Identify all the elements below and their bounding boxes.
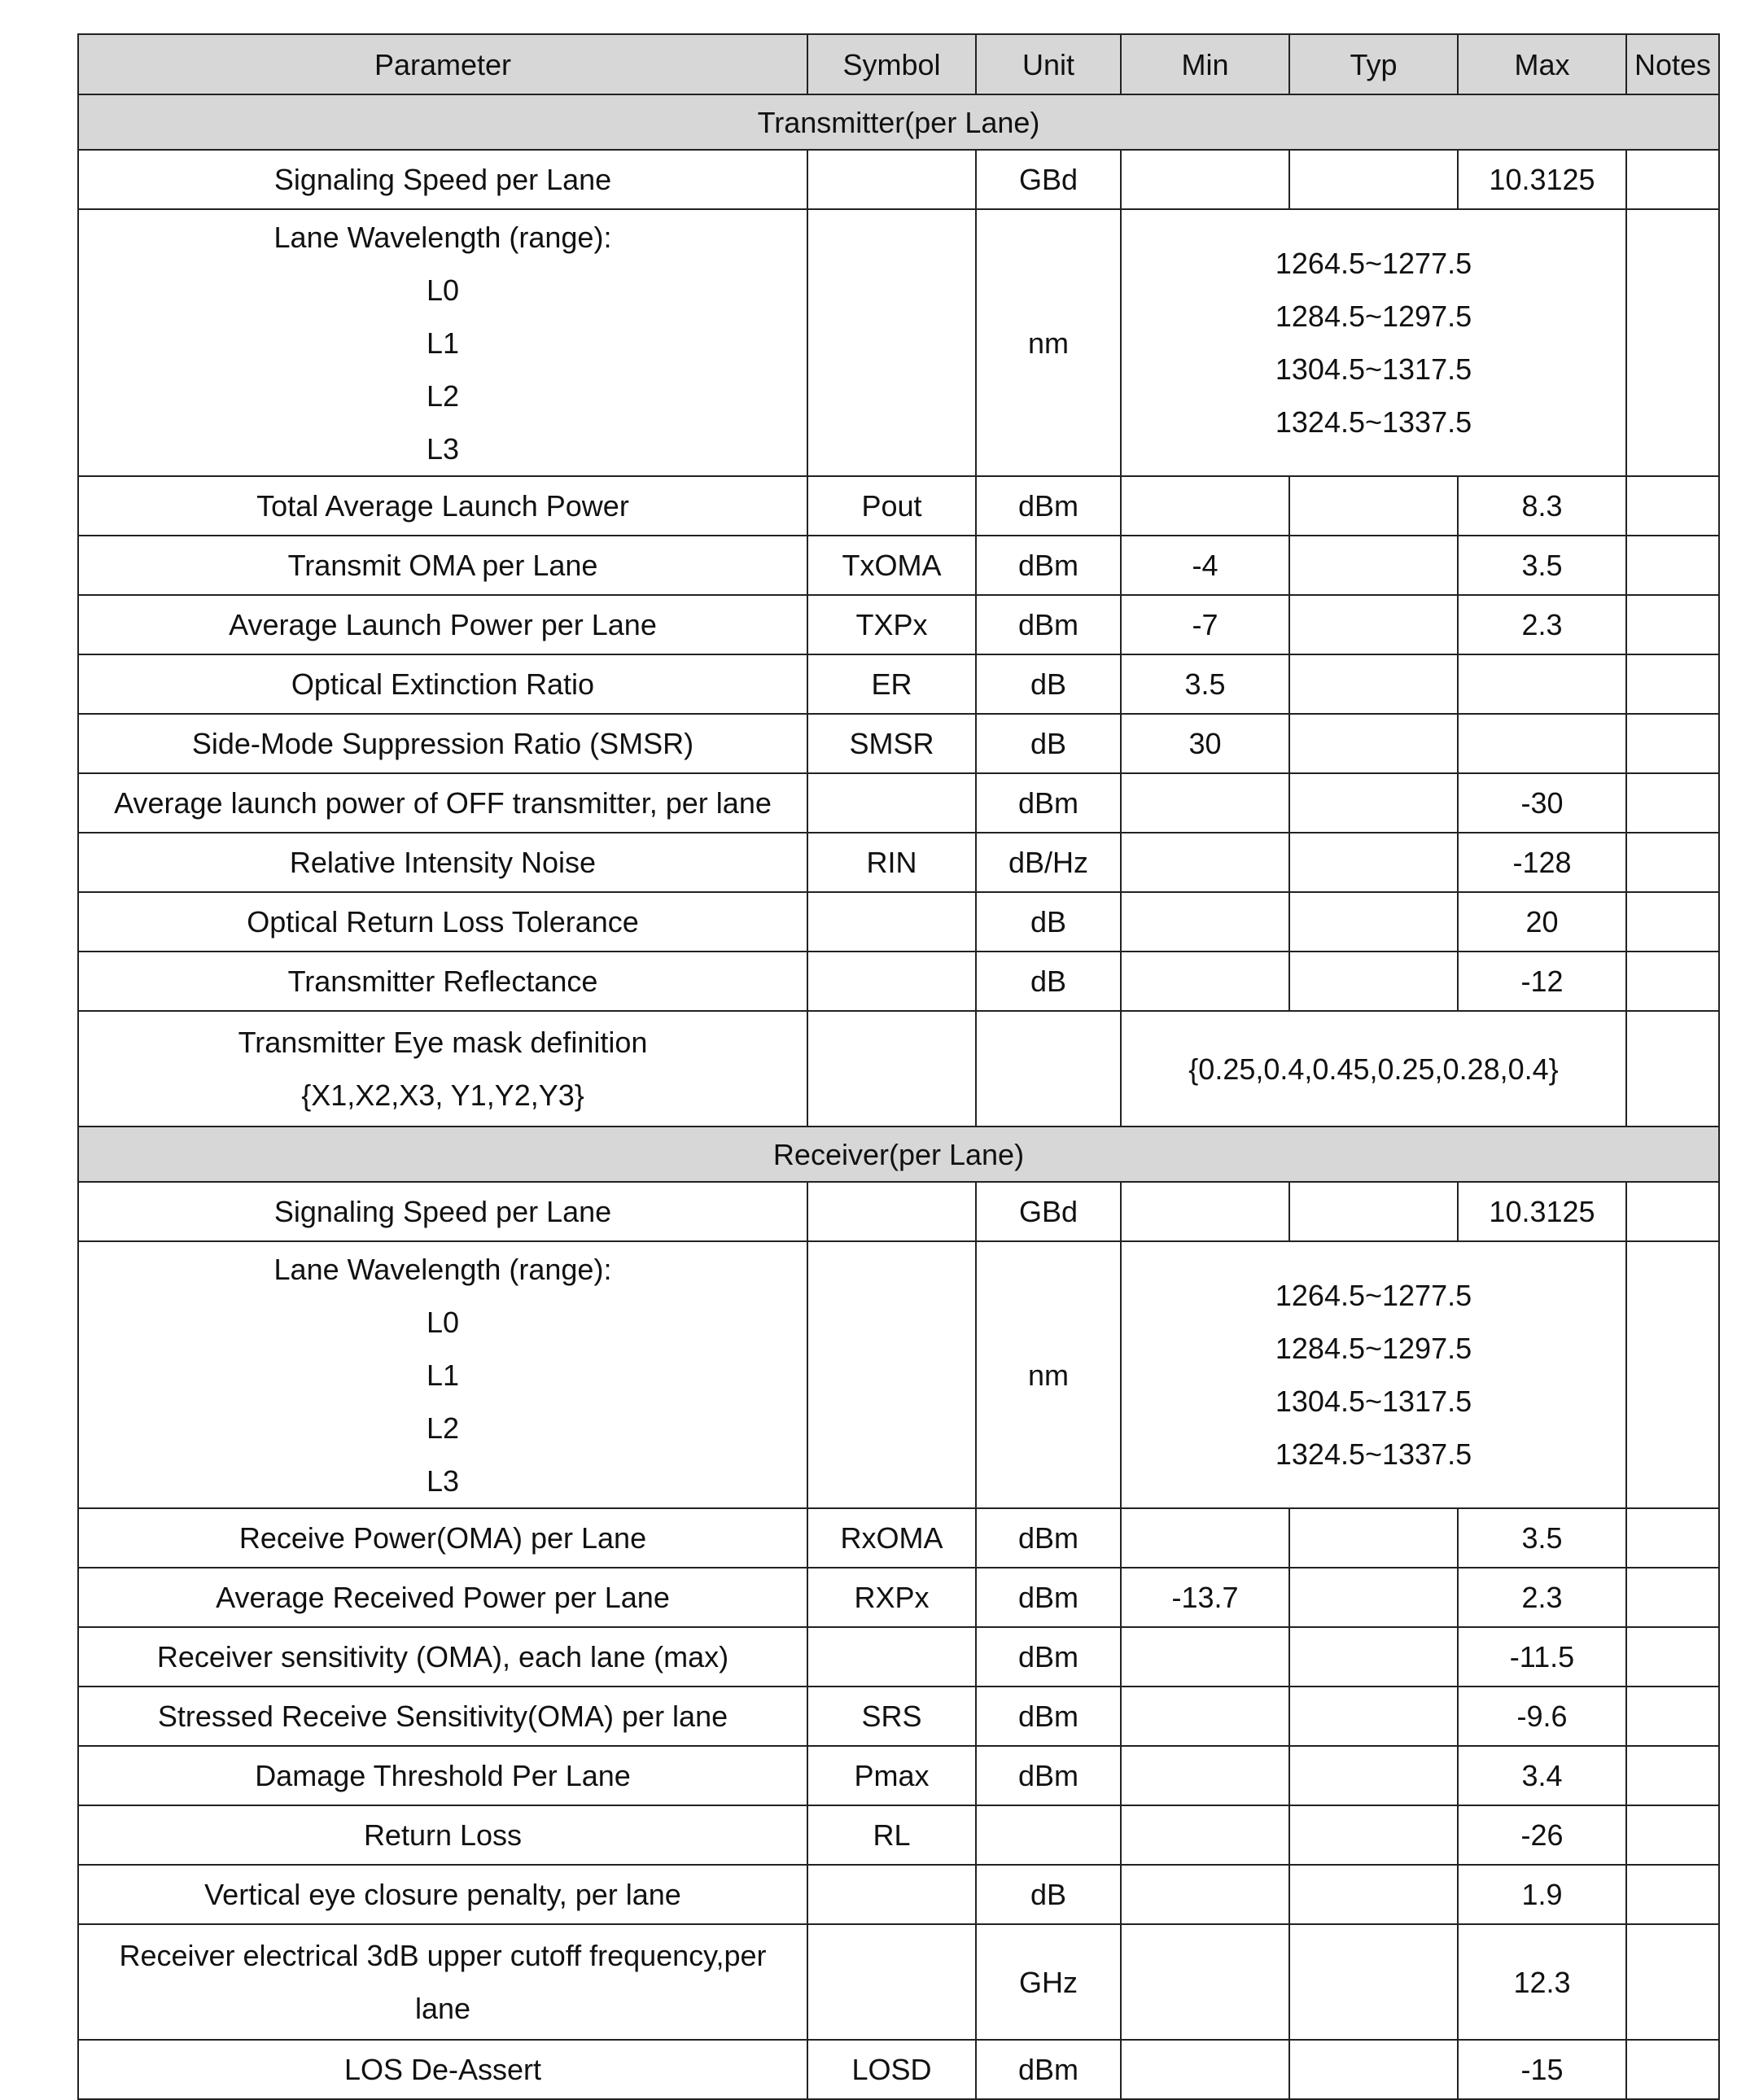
spec-table <box>77 33 1720 2100</box>
symbol-cell <box>807 952 976 1011</box>
range-value: 1304.5~1317.5 <box>1275 352 1472 386</box>
unit-cell: dBm <box>976 1508 1121 1568</box>
param-line: L0 <box>426 1305 460 1339</box>
notes-cell <box>1626 1746 1719 1805</box>
table-row <box>78 714 1719 773</box>
notes-cell <box>1626 2040 1719 2099</box>
max-cell: 3.4 <box>1458 1746 1626 1805</box>
range-value: 1304.5~1317.5 <box>1275 1385 1472 1418</box>
unit-cell: dBm <box>976 536 1121 595</box>
max-cell: -15 <box>1458 2040 1626 2099</box>
param-cell: Signaling Speed per Lane <box>78 1182 807 1241</box>
table-row-lane-wavelength <box>78 1241 1719 1508</box>
notes-cell <box>1626 1182 1719 1241</box>
notes-cell <box>1626 536 1719 595</box>
min-cell <box>1121 1182 1289 1241</box>
symbol-cell: ER <box>807 654 976 714</box>
table-row <box>78 773 1719 833</box>
min-cell <box>1121 476 1289 536</box>
max-cell: 3.5 <box>1458 536 1626 595</box>
unit-cell: dB <box>976 952 1121 1011</box>
header-notes: Notes <box>1626 34 1719 94</box>
symbol-cell: RL <box>807 1805 976 1865</box>
table-row <box>78 833 1719 892</box>
symbol-cell: Pout <box>807 476 976 536</box>
param-cell: Receive Power(OMA) per Lane <box>78 1508 807 1568</box>
param-cell <box>78 209 807 476</box>
table-row <box>78 536 1719 595</box>
param-cell: Return Loss <box>78 1805 807 1865</box>
range-value: 1284.5~1297.5 <box>1275 300 1472 333</box>
param-cell: Average Received Power per Lane <box>78 1568 807 1627</box>
max-cell: 2.3 <box>1458 595 1626 654</box>
typ-cell <box>1289 833 1458 892</box>
notes-cell <box>1626 1508 1719 1568</box>
notes-cell <box>1626 150 1719 209</box>
min-cell <box>1121 1865 1289 1924</box>
transmitter-section-row <box>78 94 1719 150</box>
max-cell: 20 <box>1458 892 1626 952</box>
param-line: Lane Wavelength (range): <box>273 220 612 254</box>
symbol-cell: RxOMA <box>807 1508 976 1568</box>
min-cell <box>1121 1746 1289 1805</box>
min-cell: -4 <box>1121 536 1289 595</box>
max-cell: 3.5 <box>1458 1508 1626 1568</box>
param-cell <box>78 1011 807 1127</box>
param-line: {X1,X2,X3, Y1,Y2,Y3} <box>301 1078 584 1112</box>
notes-cell <box>1626 892 1719 952</box>
table-row <box>78 952 1719 1011</box>
min-cell <box>1121 892 1289 952</box>
table-row <box>78 1508 1719 1568</box>
notes-cell <box>1626 1805 1719 1865</box>
param-cell: Optical Extinction Ratio <box>78 654 807 714</box>
symbol-cell: TxOMA <box>807 536 976 595</box>
unit-cell <box>976 1011 1121 1127</box>
symbol-cell: LOSD <box>807 2040 976 2099</box>
typ-cell <box>1289 892 1458 952</box>
unit-cell: nm <box>976 209 1121 476</box>
symbol-cell: TXPx <box>807 595 976 654</box>
symbol-cell <box>807 150 976 209</box>
notes-cell <box>1626 714 1719 773</box>
symbol-cell <box>807 773 976 833</box>
symbol-cell: SMSR <box>807 714 976 773</box>
unit-cell: dBm <box>976 1746 1121 1805</box>
min-cell <box>1121 1508 1289 1568</box>
typ-cell <box>1289 1865 1458 1924</box>
max-cell: -30 <box>1458 773 1626 833</box>
unit-cell: dB <box>976 1865 1121 1924</box>
table-row-cutoff <box>78 1924 1719 2040</box>
max-cell: 12.3 <box>1458 1924 1626 2040</box>
typ-cell <box>1289 476 1458 536</box>
notes-cell <box>1626 476 1719 536</box>
unit-cell: dBm <box>976 773 1121 833</box>
param-cell: Stressed Receive Sensitivity(OMA) per lane <box>78 1687 807 1746</box>
table-row <box>78 1746 1719 1805</box>
max-cell: -12 <box>1458 952 1626 1011</box>
param-cell: Transmitter Reflectance <box>78 952 807 1011</box>
receiver-section-row <box>78 1127 1719 1182</box>
max-cell: -11.5 <box>1458 1627 1626 1687</box>
notes-cell <box>1626 1687 1719 1746</box>
table-row-lane-wavelength <box>78 209 1719 476</box>
header-parameter: Parameter <box>78 34 807 94</box>
unit-cell: dBm <box>976 1687 1121 1746</box>
max-cell: 2.3 <box>1458 1568 1626 1627</box>
typ-cell <box>1289 1508 1458 1568</box>
symbol-cell: RIN <box>807 833 976 892</box>
unit-cell: dBm <box>976 476 1121 536</box>
notes-cell <box>1626 1627 1719 1687</box>
table-row <box>78 595 1719 654</box>
max-cell: 10.3125 <box>1458 1182 1626 1241</box>
wavelength-ranges-cell <box>1121 1241 1626 1508</box>
notes-cell <box>1626 952 1719 1011</box>
notes-cell <box>1626 1924 1719 2040</box>
table-row <box>78 1627 1719 1687</box>
symbol-cell: Pmax <box>807 1746 976 1805</box>
notes-cell <box>1626 773 1719 833</box>
table-row <box>78 1568 1719 1627</box>
symbol-cell <box>807 1865 976 1924</box>
typ-cell <box>1289 536 1458 595</box>
table-row <box>78 1865 1719 1924</box>
min-cell: -13.7 <box>1121 1568 1289 1627</box>
param-cell: Total Average Launch Power <box>78 476 807 536</box>
typ-cell <box>1289 595 1458 654</box>
typ-cell <box>1289 1182 1458 1241</box>
min-cell: 3.5 <box>1121 654 1289 714</box>
table-row <box>78 1182 1719 1241</box>
param-cell: Average Launch Power per Lane <box>78 595 807 654</box>
symbol-cell <box>807 1241 976 1508</box>
min-cell <box>1121 150 1289 209</box>
min-cell <box>1121 952 1289 1011</box>
typ-cell <box>1289 2040 1458 2099</box>
unit-cell: dBm <box>976 1627 1121 1687</box>
eye-mask-value-cell: {0.25,0.4,0.45,0.25,0.28,0.4} <box>1121 1011 1626 1127</box>
wavelength-ranges-cell <box>1121 209 1626 476</box>
param-cell: LOS De-Assert <box>78 2040 807 2099</box>
header-typ: Typ <box>1289 34 1458 94</box>
typ-cell <box>1289 1687 1458 1746</box>
param-line: Transmitter Eye mask definition <box>238 1026 648 1059</box>
min-cell: -7 <box>1121 595 1289 654</box>
max-cell: 1.9 <box>1458 1865 1626 1924</box>
symbol-cell <box>807 1182 976 1241</box>
table-header-row <box>78 34 1719 94</box>
notes-cell <box>1626 595 1719 654</box>
symbol-cell <box>807 1627 976 1687</box>
param-cell: Side-Mode Suppression Ratio (SMSR) <box>78 714 807 773</box>
notes-cell <box>1626 209 1719 476</box>
symbol-cell <box>807 209 976 476</box>
param-line: L1 <box>426 1358 460 1392</box>
min-cell <box>1121 1687 1289 1746</box>
unit-cell: GBd <box>976 150 1121 209</box>
table-row <box>78 892 1719 952</box>
param-cell: Receiver sensitivity (OMA), each lane (max) <box>78 1627 807 1687</box>
transmitter-section-title: Transmitter(per Lane) <box>78 94 1719 150</box>
table-row-eye-mask <box>78 1011 1719 1127</box>
table-row <box>78 654 1719 714</box>
unit-cell <box>976 1805 1121 1865</box>
typ-cell <box>1289 773 1458 833</box>
param-line: L3 <box>426 1463 460 1498</box>
param-cell: Signaling Speed per Lane <box>78 150 807 209</box>
header-unit: Unit <box>976 34 1121 94</box>
max-cell: -26 <box>1458 1805 1626 1865</box>
unit-cell: dB <box>976 714 1121 773</box>
unit-cell: dBm <box>976 2040 1121 2099</box>
receiver-section-title: Receiver(per Lane) <box>78 1127 1719 1182</box>
table-row <box>78 1805 1719 1865</box>
unit-cell: nm <box>976 1241 1121 1508</box>
typ-cell <box>1289 714 1458 773</box>
symbol-cell <box>807 1924 976 2040</box>
param-cell: Optical Return Loss Tolerance <box>78 892 807 952</box>
notes-cell <box>1626 1011 1719 1127</box>
max-cell <box>1458 714 1626 773</box>
range-value: 1264.5~1277.5 <box>1275 247 1472 280</box>
typ-cell <box>1289 952 1458 1011</box>
param-cell: Average launch power of OFF transmitter, per lane <box>78 773 807 833</box>
param-cell <box>78 1241 807 1508</box>
header-symbol: Symbol <box>807 34 976 94</box>
unit-cell: dB <box>976 892 1121 952</box>
param-cell: Damage Threshold Per Lane <box>78 1746 807 1805</box>
min-cell <box>1121 1805 1289 1865</box>
min-cell <box>1121 773 1289 833</box>
unit-cell: dB <box>976 654 1121 714</box>
min-cell: 30 <box>1121 714 1289 773</box>
notes-cell <box>1626 833 1719 892</box>
range-value: 1324.5~1337.5 <box>1275 405 1472 439</box>
typ-cell <box>1289 150 1458 209</box>
param-line: L0 <box>426 273 460 307</box>
unit-cell: dB/Hz <box>976 833 1121 892</box>
min-cell <box>1121 1627 1289 1687</box>
max-cell: -128 <box>1458 833 1626 892</box>
symbol-cell: RXPx <box>807 1568 976 1627</box>
symbol-cell <box>807 1011 976 1127</box>
unit-cell: dBm <box>976 595 1121 654</box>
min-cell <box>1121 833 1289 892</box>
param-line: L3 <box>426 431 460 466</box>
header-max: Max <box>1458 34 1626 94</box>
param-line: lane <box>414 1992 471 2025</box>
min-cell <box>1121 2040 1289 2099</box>
max-cell <box>1458 654 1626 714</box>
param-cell: Transmit OMA per Lane <box>78 536 807 595</box>
notes-cell <box>1626 1241 1719 1508</box>
param-cell: Vertical eye closure penalty, per lane <box>78 1865 807 1924</box>
unit-cell: GHz <box>976 1924 1121 2040</box>
unit-cell: dBm <box>976 1568 1121 1627</box>
param-line: Receiver electrical 3dB upper cutoff frequency,per <box>119 1939 767 1972</box>
max-cell: -9.6 <box>1458 1687 1626 1746</box>
notes-cell <box>1626 1568 1719 1627</box>
notes-cell <box>1626 1865 1719 1924</box>
param-line: L2 <box>426 1411 460 1445</box>
table-row <box>78 2040 1719 2099</box>
header-min: Min <box>1121 34 1289 94</box>
typ-cell <box>1289 1746 1458 1805</box>
range-value: 1324.5~1337.5 <box>1275 1437 1472 1471</box>
max-cell: 10.3125 <box>1458 150 1626 209</box>
param-line: Lane Wavelength (range): <box>273 1252 612 1286</box>
table-row <box>78 150 1719 209</box>
param-cell <box>78 1924 807 2040</box>
param-line: L1 <box>426 326 460 360</box>
table-row <box>78 476 1719 536</box>
typ-cell <box>1289 1568 1458 1627</box>
typ-cell <box>1289 1627 1458 1687</box>
range-value: 1264.5~1277.5 <box>1275 1279 1472 1312</box>
param-line: L2 <box>426 378 460 413</box>
min-cell <box>1121 1924 1289 2040</box>
typ-cell <box>1289 1805 1458 1865</box>
unit-cell: GBd <box>976 1182 1121 1241</box>
table-row <box>78 1687 1719 1746</box>
symbol-cell <box>807 892 976 952</box>
param-cell: Relative Intensity Noise <box>78 833 807 892</box>
typ-cell <box>1289 1924 1458 2040</box>
max-cell: 8.3 <box>1458 476 1626 536</box>
notes-cell <box>1626 654 1719 714</box>
symbol-cell: SRS <box>807 1687 976 1746</box>
range-value: 1284.5~1297.5 <box>1275 1332 1472 1365</box>
typ-cell <box>1289 654 1458 714</box>
